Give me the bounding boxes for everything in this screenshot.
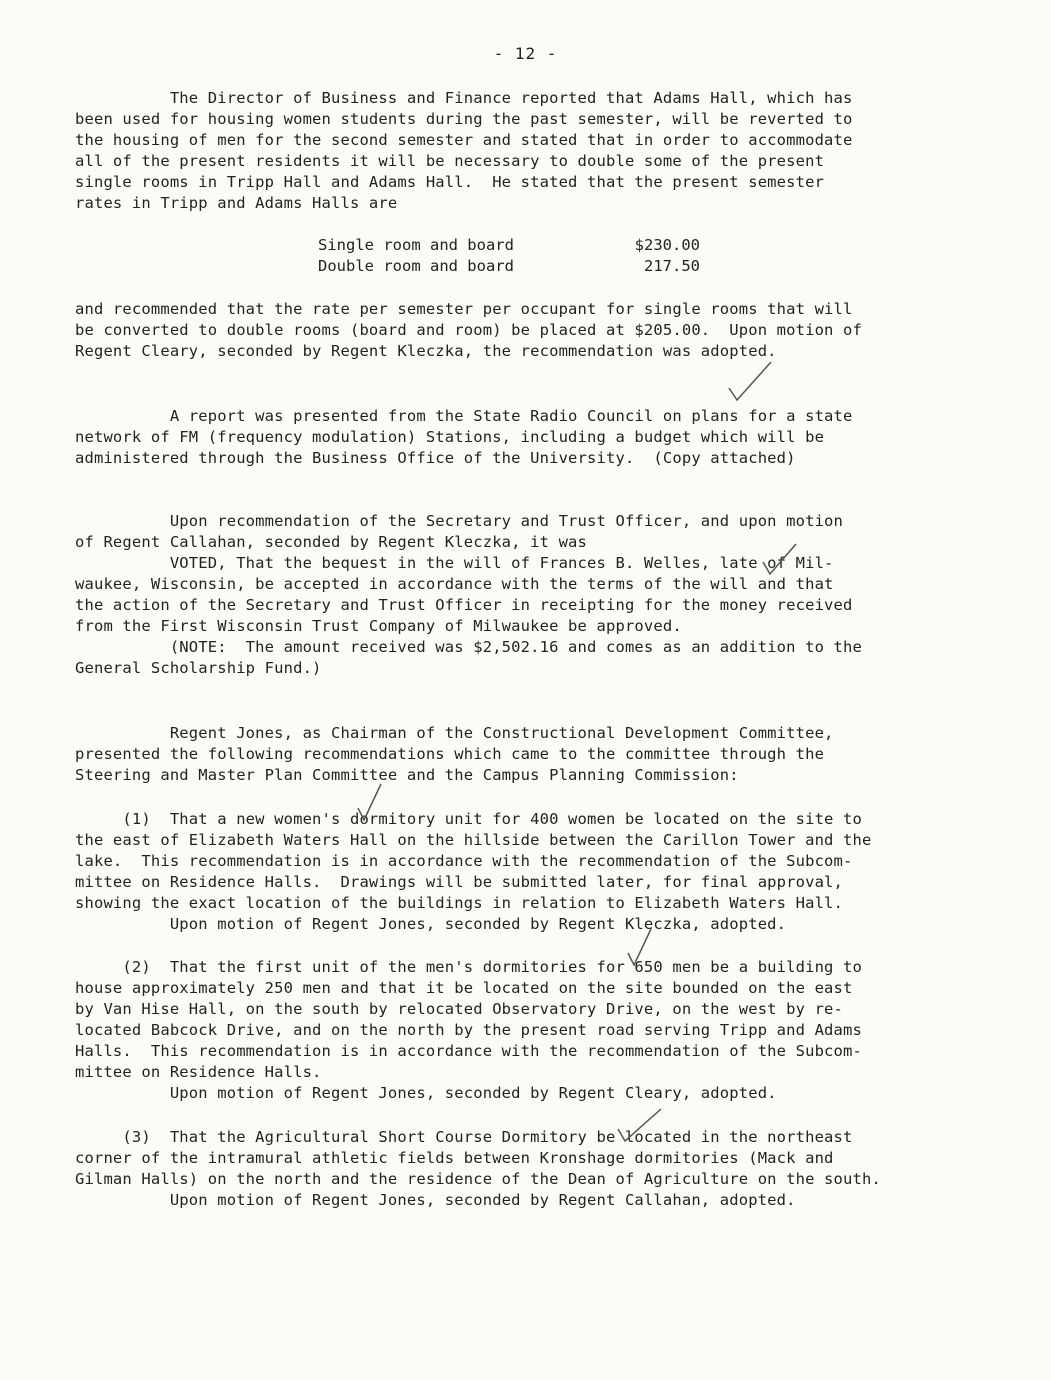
text-line: by Van Hise Hall, on the south by relocated Observatory Drive, on the west by re-	[75, 1000, 844, 1018]
rate-amount: $230.00	[634, 236, 700, 254]
text-line: Upon motion of Regent Jones, seconded by Regent Cleary, adopted.	[75, 1084, 777, 1102]
rate-row	[318, 256, 700, 277]
text-line: The Director of Business and Finance reported that Adams Hall, which has	[75, 89, 853, 107]
text-line: showing the exact location of the buildings in relation to Elizabeth Waters Hall.	[75, 894, 844, 912]
text-line: Halls. This recommendation is in accordance with the recommendation of the Subcom-	[75, 1042, 862, 1060]
check-mark-icon	[725, 358, 775, 408]
text-line: VOTED, That the bequest in the will of Frances B. Welles, late of Mil-	[75, 554, 834, 572]
text-line: (3) That the Agricultural Short Course Dormitory be located in the northeast	[75, 1128, 853, 1146]
text-line: Steering and Master Plan Committee and the Campus Planning Commission:	[75, 766, 739, 784]
text-line: Upon motion of Regent Jones, seconded by Regent Callahan, adopted.	[75, 1191, 796, 1209]
text-line: Upon motion of Regent Jones, seconded by Regent Kleczka, adopted.	[75, 915, 787, 933]
text-line: rates in Tripp and Adams Halls are	[75, 194, 398, 212]
text-line: Regent Jones, as Chairman of the Constructional Development Committee,	[75, 724, 834, 742]
text-line: Gilman Halls) on the north and the residence of the Dean of Agriculture on the south.	[75, 1170, 881, 1188]
text-line: be converted to double rooms (board and room) be placed at $205.00. Upon motion of	[75, 321, 862, 339]
text-line: Upon recommendation of the Secretary and Trust Officer, and upon motion	[75, 512, 844, 530]
check-mark-icon	[625, 925, 655, 970]
text-line: (1) That a new women's dormitory unit for 400 women be located on the site to	[75, 810, 862, 828]
text-line: the east of Elizabeth Waters Hall on the hillside between the Carillon Tower and the	[75, 831, 872, 849]
text-line: mittee on Residence Halls. Drawings will be submitted later, for final approval,	[75, 873, 844, 891]
rates-table	[318, 235, 700, 277]
text-line: been used for housing women students during the past semester, will be reverted to	[75, 110, 853, 128]
text-line: and recommended that the rate per semester per occupant for single rooms that will	[75, 300, 853, 318]
text-line: network of FM (frequency modulation) Stations, including a budget which will be	[75, 428, 825, 446]
check-mark-icon	[760, 540, 800, 580]
text-line: presented the following recommendations which came to the committee through the	[75, 745, 825, 763]
rate-label: Single room and board	[318, 236, 514, 254]
text-line: the housing of men for the second semester and stated that in order to accommodate	[75, 131, 853, 149]
text-line: mittee on Residence Halls.	[75, 1063, 322, 1081]
text-line: single rooms in Tripp Hall and Adams Hall. He stated that the present semester	[75, 173, 825, 191]
text-line: the action of the Secretary and Trust Officer in receipting for the money received	[75, 596, 853, 614]
check-mark-icon	[615, 1105, 665, 1145]
text-line: (NOTE: The amount received was $2,502.16 and comes as an addition to the	[75, 638, 862, 656]
rate-amount: 217.50	[644, 257, 700, 275]
text-line: A report was presented from the State Radio Council on plans for a state	[75, 407, 853, 425]
text-line: administered through the Business Office of the University. (Copy attached)	[75, 449, 796, 467]
text-line: waukee, Wisconsin, be accepted in accordance with the terms of the will and that	[75, 575, 834, 593]
text-line: all of the present residents it will be necessary to double some of the present	[75, 152, 825, 170]
text-line: Regent Cleary, seconded by Regent Kleczka, the recommendation was adopted.	[75, 342, 777, 360]
rate-label: Double room and board	[318, 257, 514, 275]
page-number: - 12 -	[493, 44, 558, 63]
text-line: house approximately 250 men and that it be located on the site bounded on the east	[75, 979, 853, 997]
text-line: (2) That the first unit of the men's dormitories for 650 men be a building to	[75, 958, 862, 976]
text-line: General Scholarship Fund.)	[75, 659, 322, 677]
text-line: located Babcock Drive, and on the north by the present road serving Tripp and Adams	[75, 1021, 862, 1039]
text-line: corner of the intramural athletic fields between Kronshage dormitories (Mack and	[75, 1149, 834, 1167]
text-line: from the First Wisconsin Trust Company of Milwaukee be approved.	[75, 617, 682, 635]
check-mark-icon	[355, 780, 385, 825]
text-line: of Regent Callahan, seconded by Regent Kleczka, it was	[75, 533, 588, 551]
rate-row	[318, 235, 700, 256]
text-line: lake. This recommendation is in accordance with the recommendation of the Subcom-	[75, 852, 853, 870]
